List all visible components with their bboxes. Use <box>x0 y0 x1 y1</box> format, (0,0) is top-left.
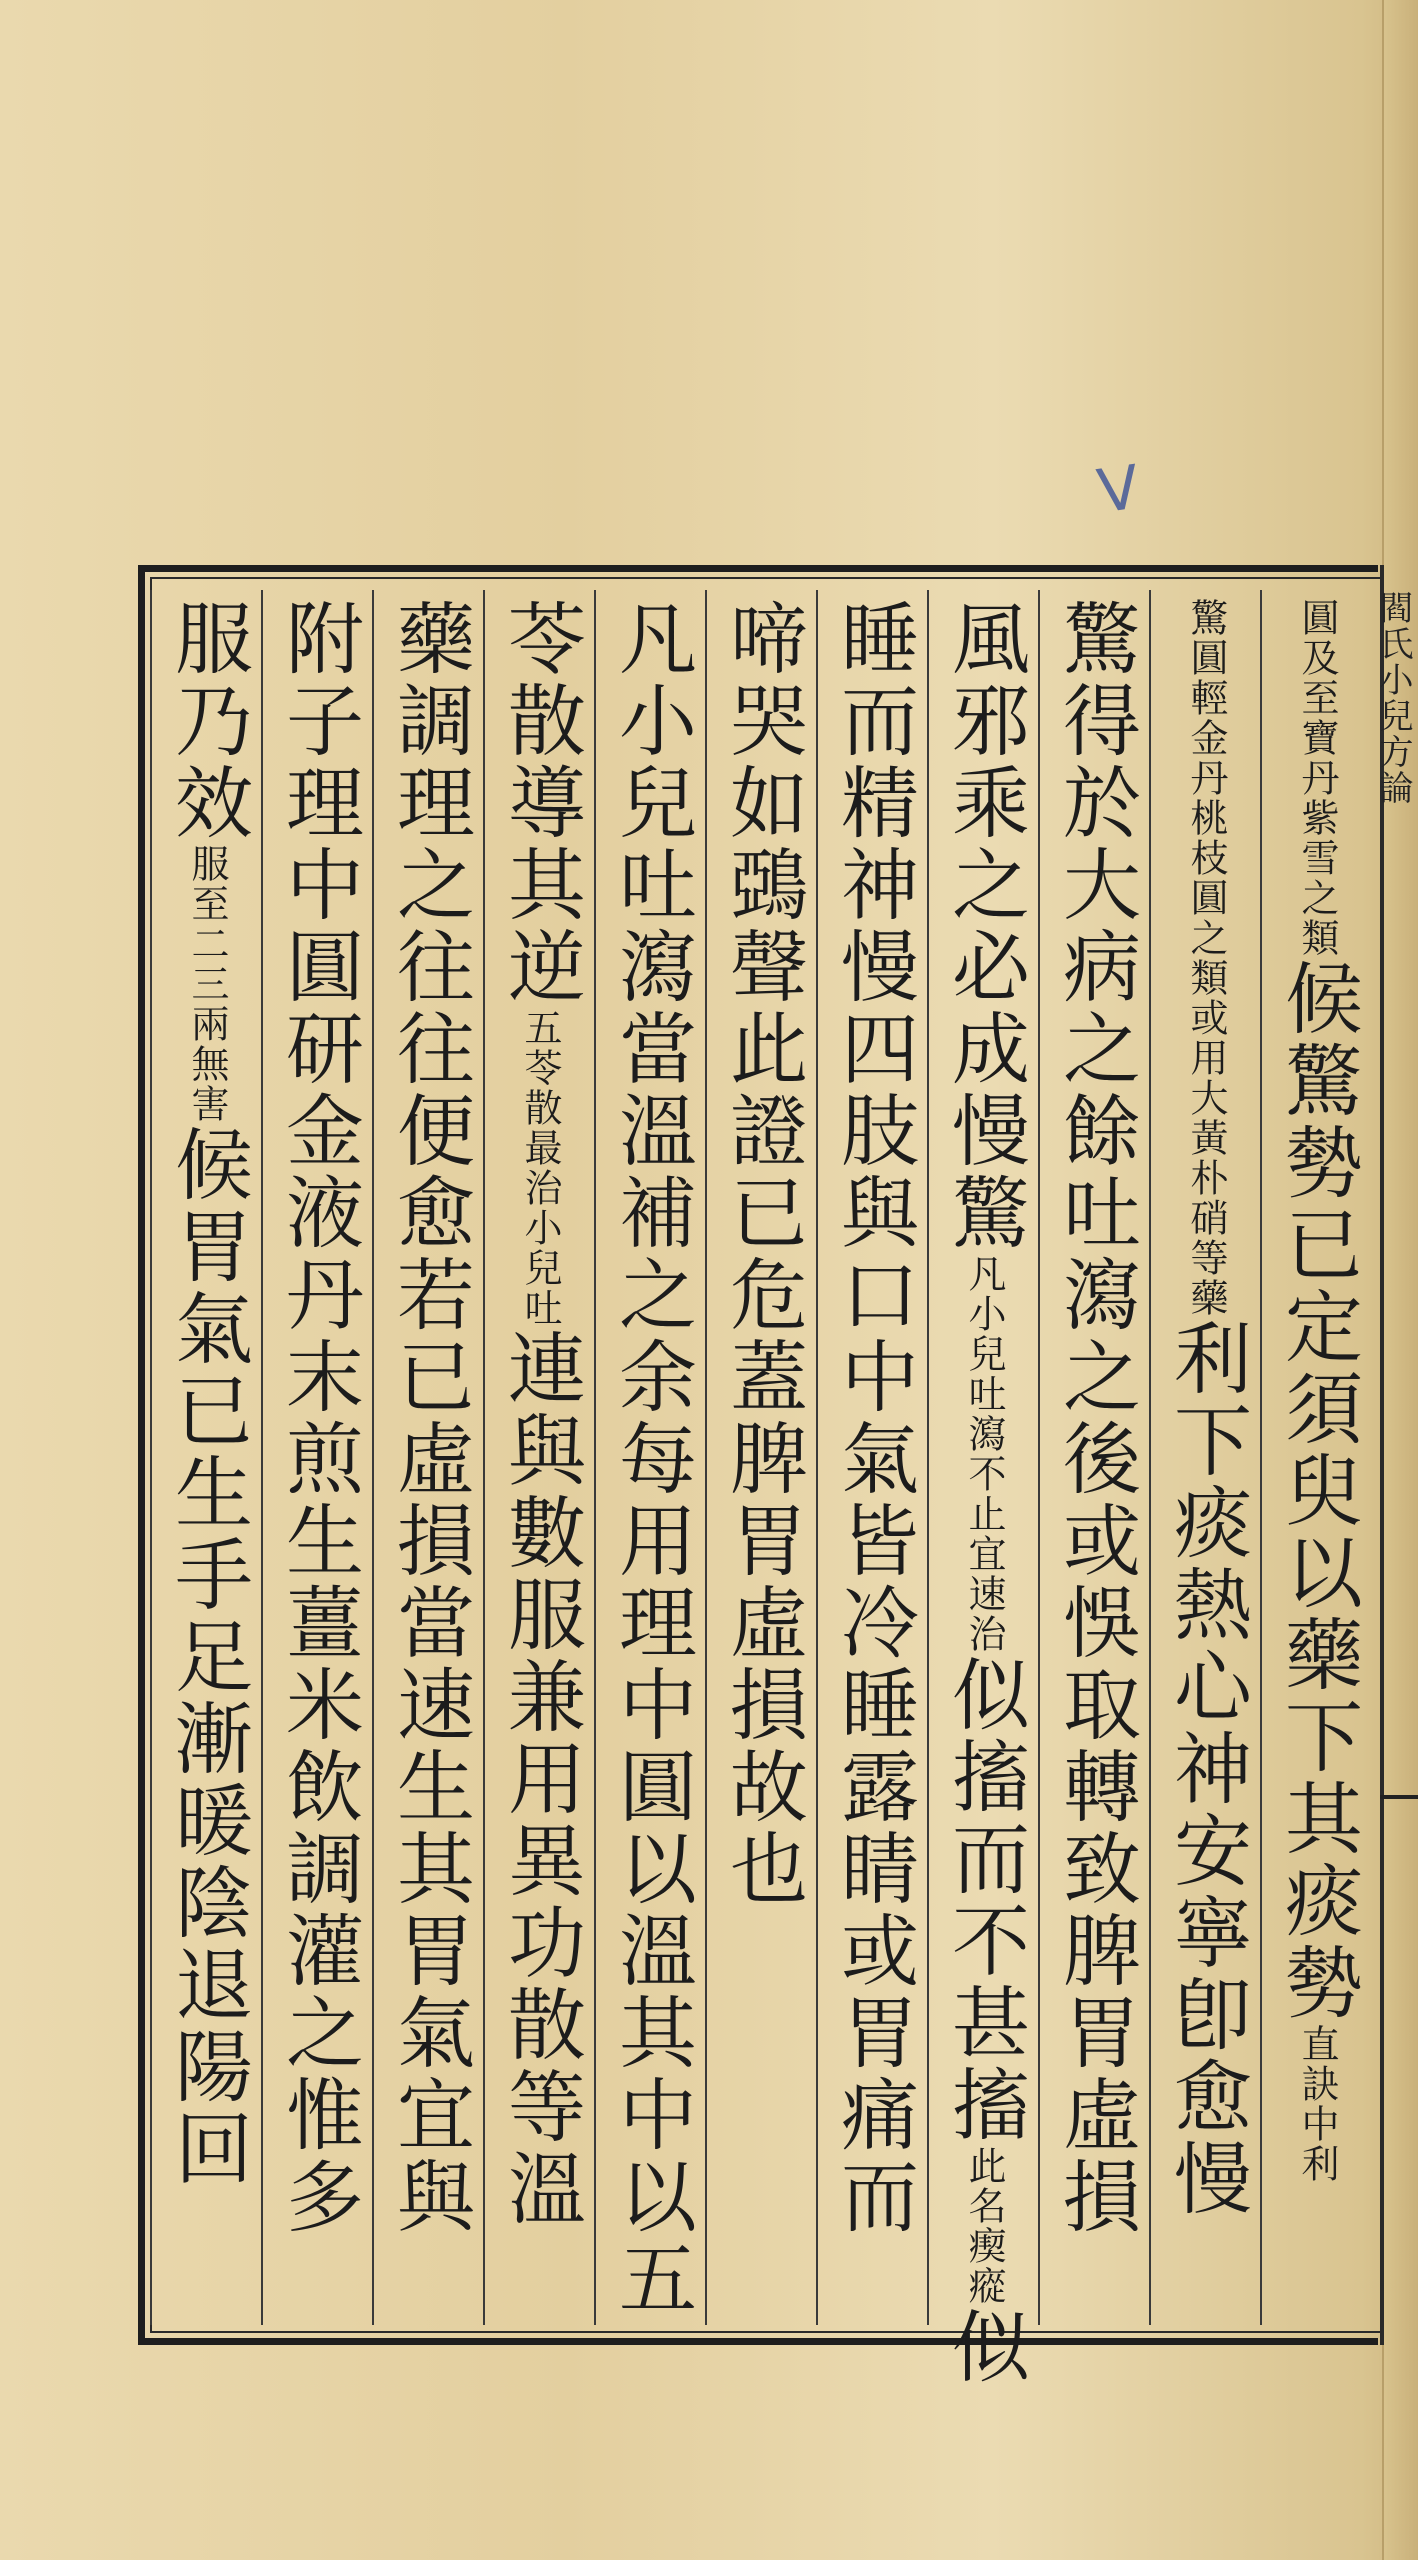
annotation-text: 凡小兒吐瀉不止宜速治 <box>962 1254 1006 1654</box>
main-text: 啼哭如鵶聲此證已危蓋脾胃虛損故也 <box>717 598 807 1910</box>
column-rule <box>816 590 818 2325</box>
column-rule <box>372 590 374 2325</box>
main-text: 候胃氣已生手足漸暖陰退陽回 <box>162 1124 252 2190</box>
column-rule <box>705 590 707 2325</box>
annotation-text: 直訣中利 <box>1295 2024 1339 2184</box>
text-column <box>932 598 1036 2388</box>
column-rule <box>1149 590 1151 2325</box>
annotation-text: 此名瘈瘲 <box>962 2146 1006 2306</box>
main-text: 苓散導其逆 <box>495 598 585 1008</box>
main-text: 候驚勢已定須臾以藥下其痰勢 <box>1272 958 1362 2024</box>
text-column <box>377 598 481 2238</box>
margin-title: 閻氏小兒方論 <box>1373 590 1413 806</box>
text-column <box>821 598 925 2238</box>
main-text: 藥調理之往往便愈若已虛損當速生其胃氣宜與 <box>384 598 474 2238</box>
text-column <box>155 598 259 2190</box>
text-column <box>1043 598 1147 2238</box>
main-text: 似 <box>939 2306 1029 2388</box>
text-column <box>1154 598 1258 2220</box>
text-column <box>266 598 370 2238</box>
text-column <box>599 598 703 2320</box>
pencil-mark: V <box>1093 452 1144 528</box>
text-column <box>488 598 592 2230</box>
main-text: 連與數服兼用異功散等溫 <box>495 1328 585 2230</box>
fold-line <box>1380 565 1384 2345</box>
main-text: 驚得於大病之餘吐瀉之後或悞取轉致脾胃虛損 <box>1050 598 1140 2238</box>
column-rule <box>261 590 263 2325</box>
main-text: 凡小兒吐瀉當溫補之余每用理中圓以溫其中以五 <box>606 598 696 2320</box>
column-rule <box>1260 590 1262 2325</box>
column-rule <box>927 590 929 2325</box>
column-rule <box>150 590 152 2325</box>
column-rule <box>483 590 485 2325</box>
annotation-text: 驚圓輕金丹桃枝圓之類或用大黃朴硝等藥 <box>1184 598 1228 1318</box>
fish-tail-mark <box>1380 1795 1418 1799</box>
main-text: 風邪乘之必成慢驚 <box>939 598 1029 1254</box>
page-edge <box>1373 0 1418 2560</box>
annotation-text: 圓及至寶丹紫雪之類 <box>1295 598 1339 958</box>
annotation-text: 五苓散最治小兒吐 <box>518 1008 562 1328</box>
annotation-text: 服至二三兩無害 <box>185 844 229 1124</box>
main-text: 附子理中圓研金液丹末煎生薑米飲調灌之惟多 <box>273 598 363 2238</box>
main-text: 利下痰熱心神安寧卽愈慢 <box>1161 1318 1251 2220</box>
main-text: 睡而精神慢四肢與口中氣皆冷睡露睛或胃痛而 <box>828 598 918 2238</box>
main-text: 服乃效 <box>162 598 252 844</box>
text-column <box>710 598 814 1910</box>
column-rule <box>594 590 596 2325</box>
main-text: 似搐而不甚搐 <box>939 1654 1029 2146</box>
column-rule <box>1038 590 1040 2325</box>
text-column <box>1265 598 1369 2184</box>
